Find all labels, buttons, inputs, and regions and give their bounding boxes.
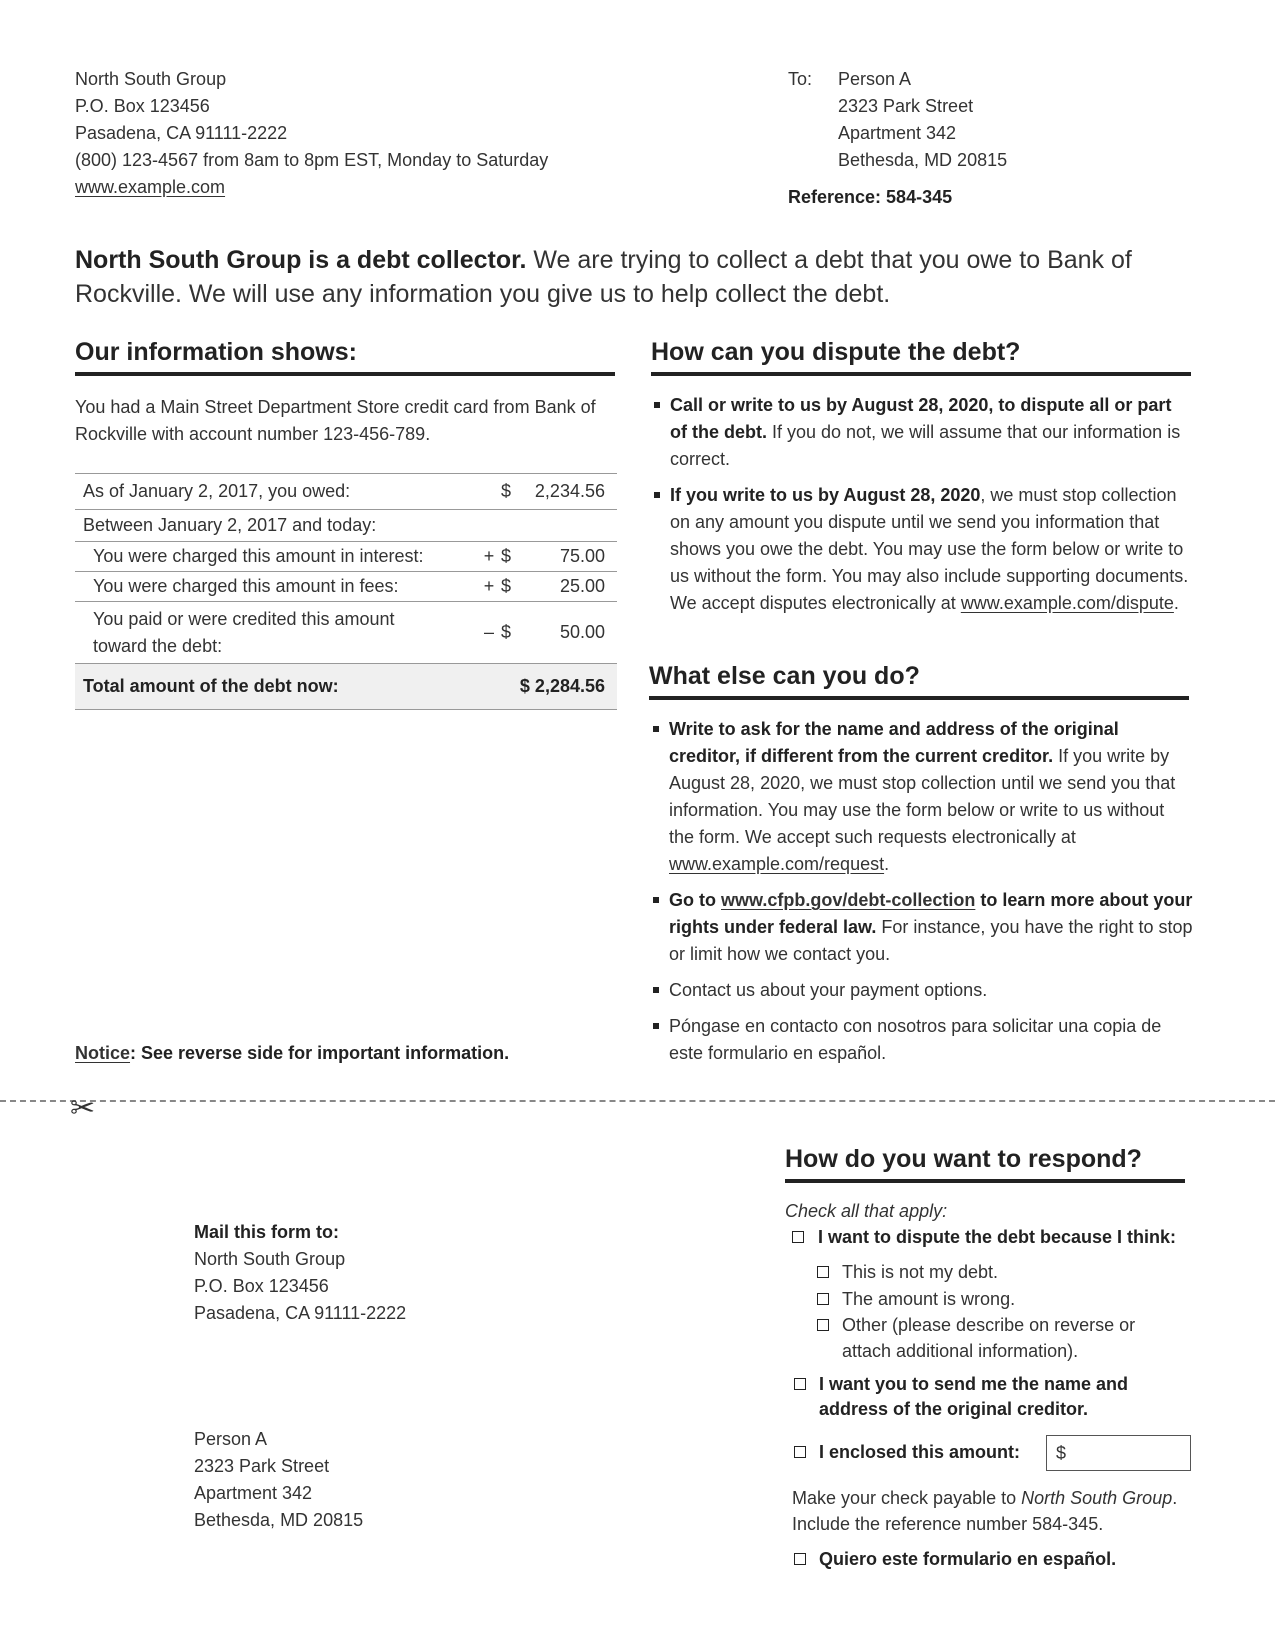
check-instruction: Check all that apply: [785,1201,948,1221]
payable-post: . Include the reference number 584-345. [792,1488,1178,1534]
else-b1-text: If you write by August 28, 2020, we must stop collection until we send you that information. You may use the form below or write to us without the form. We accept such requests electronically at [669,746,1176,847]
dispute-b2-bold: If you write to us by August 28, 2020 [670,485,981,505]
dispute-list [652,392,1192,626]
total-amount: $ 2,284.56 [501,664,617,710]
fees-sign: + [477,572,501,602]
dispute-b2-end: . [1173,593,1179,613]
creditor-label-line2: address of the original creditor. [819,1399,1089,1419]
to-label: To: [788,69,813,89]
fees-amount: 25.00 [523,572,617,602]
paid-dollar: $ [501,602,523,664]
else-list [651,716,1193,1076]
scissors-icon: ✂ [70,1092,96,1125]
else-b2-text: For instance, you have the right to stop or limit how we contact you. [669,917,1193,964]
amount-wrong-label: The amount is wrong. [842,1289,1016,1309]
list-item [651,887,1193,968]
else-b2-pre: Go to [669,890,721,910]
list-item [652,392,1192,473]
dispute-b1-text: If you do not, we will assume that our information is correct. [670,422,1181,469]
interest-dollar: $ [501,542,523,572]
other-label-line1: Other (please describe on reverse or [842,1315,1136,1335]
creditor-label-line1: I want you to send me the name and [819,1374,1129,1394]
fees-label: You were charged this amount in fees: [75,572,477,602]
mail-city: Pasadena, CA 91111-2222 [194,1303,407,1323]
mail-po-box: P.O. Box 123456 [194,1276,329,1296]
reference-number: Reference: 584-345 [788,187,953,207]
list-item [652,482,1192,617]
payable-pre: Make your check payable to [792,1488,1022,1508]
sender-website-link[interactable]: www.example.com [75,177,226,197]
respond-heading: How do you want to respond? [785,1145,1185,1183]
enclosed-checkbox[interactable] [794,1446,806,1458]
intro-text: We are trying to collect a debt that you owe to Bank of Rockville. We will use any information you give us to help collect the debt. [75,246,1132,308]
person-name: Person A [194,1429,268,1449]
debt-table [75,473,617,710]
total-row [75,664,617,710]
not-my-debt-checkbox[interactable] [817,1266,829,1278]
cut-line [0,1100,1275,1102]
table-row [75,474,617,510]
between-label: Between January 2, 2017 and today: [75,510,617,542]
interest-amount: 75.00 [523,542,617,572]
intro-bold: North South Group is a debt collector. [75,246,527,274]
request-link[interactable]: www.example.com/request [669,854,885,874]
dispute-checkbox[interactable] [792,1231,804,1243]
table-row [75,542,617,572]
total-label: Total amount of the debt now: [75,664,501,710]
mail-to-block [194,1219,406,1327]
notice-word: Notice [75,1043,131,1063]
spanish-checkbox[interactable] [794,1553,806,1565]
amount-wrong-checkbox[interactable] [817,1293,829,1305]
sender-city: Pasadena, CA 91111-2222 [75,123,288,143]
else-b2-post: to learn more about your rights under federal law. [669,890,1193,937]
owed-amount: 2,234.56 [523,474,617,510]
sender-po-box: P.O. Box 123456 [75,96,210,116]
paid-amount: 50.00 [523,602,617,664]
dispute-link[interactable]: www.example.com/dispute [960,593,1174,613]
not-my-debt-label: This is not my debt. [842,1262,999,1282]
person-address-block [194,1426,363,1534]
info-description: You had a Main Street Department Store credit card from Bank of Rockville with account number 123-456-789. [75,397,596,444]
amount-input[interactable] [1046,1435,1191,1471]
fees-dollar: $ [501,572,523,602]
dispute-heading: How can you dispute the debt? [651,338,1191,376]
notice-text: : See reverse side for important information. [130,1043,510,1063]
other-label-line2: attach additional information). [842,1341,1079,1361]
recipient-name: Person A [838,69,912,89]
dispute-b2-text: , we must stop collection on any amount you dispute until we send you information that shows you owe the debt. You may use the form below or write to us without the form. You may also include supporting documents. We accept disputes electronically at [670,485,1189,613]
recipient-street: 2323 Park Street [838,96,974,116]
sender-address-block [75,66,548,201]
notice-line [75,1043,509,1064]
info-heading: Our information shows: [75,338,615,376]
table-row [75,572,617,602]
recipient-apt: Apartment 342 [838,123,957,143]
dispute-b1-bold: Call or write to us by August 28, 2020, to dispute all or part of the debt. [670,395,1172,442]
paid-label: You paid or were credited this amount toward the debt: [75,602,477,664]
enclosed-label: I enclosed this amount: [819,1442,1021,1462]
paid-sign: – [477,602,501,664]
mail-name: North South Group [194,1249,346,1269]
amount-prefix: $ [1056,1443,1067,1463]
payable-note [792,1485,1202,1537]
list-item [651,716,1193,878]
intro-statement [75,243,1195,311]
else-b1-end: . [884,854,890,874]
sender-phone-hours: (800) 123-4567 from 8am to 8pm EST, Monday to Saturday [75,150,549,170]
recipient-city: Bethesda, MD 20815 [838,150,1008,170]
mail-to-label: Mail this form to: [194,1222,339,1242]
interest-sign: + [477,542,501,572]
person-street: 2323 Park Street [194,1456,330,1476]
table-row [75,602,617,664]
payable-italic: North South Group [1021,1488,1173,1508]
cfpb-link[interactable]: www.cfpb.gov/debt-collection [721,890,976,910]
owed-dollar: $ [501,474,523,510]
else-heading: What else can you do? [649,662,1189,700]
spanish-label: Quiero este formulario en español. [819,1549,1117,1569]
person-apt: Apartment 342 [194,1483,313,1503]
list-item: Contact us about your payment options. [651,977,1193,1004]
list-item: Póngase en contacto con nosotros para solicitar una copia de este formulario en español. [651,1013,1193,1067]
table-row [75,510,617,542]
person-city: Bethesda, MD 20815 [194,1510,364,1530]
interest-label: You were charged this amount in interest: [75,542,477,572]
else-b1-bold: Write to ask for the name and address of the original creditor, if different from the current creditor. [669,719,1119,766]
creditor-checkbox[interactable] [794,1378,806,1390]
dispute-option-label: I want to dispute the debt because I think: [818,1227,1177,1247]
other-checkbox[interactable] [817,1319,829,1331]
owed-label: As of January 2, 2017, you owed: [75,474,477,510]
sender-name: North South Group [75,69,227,89]
